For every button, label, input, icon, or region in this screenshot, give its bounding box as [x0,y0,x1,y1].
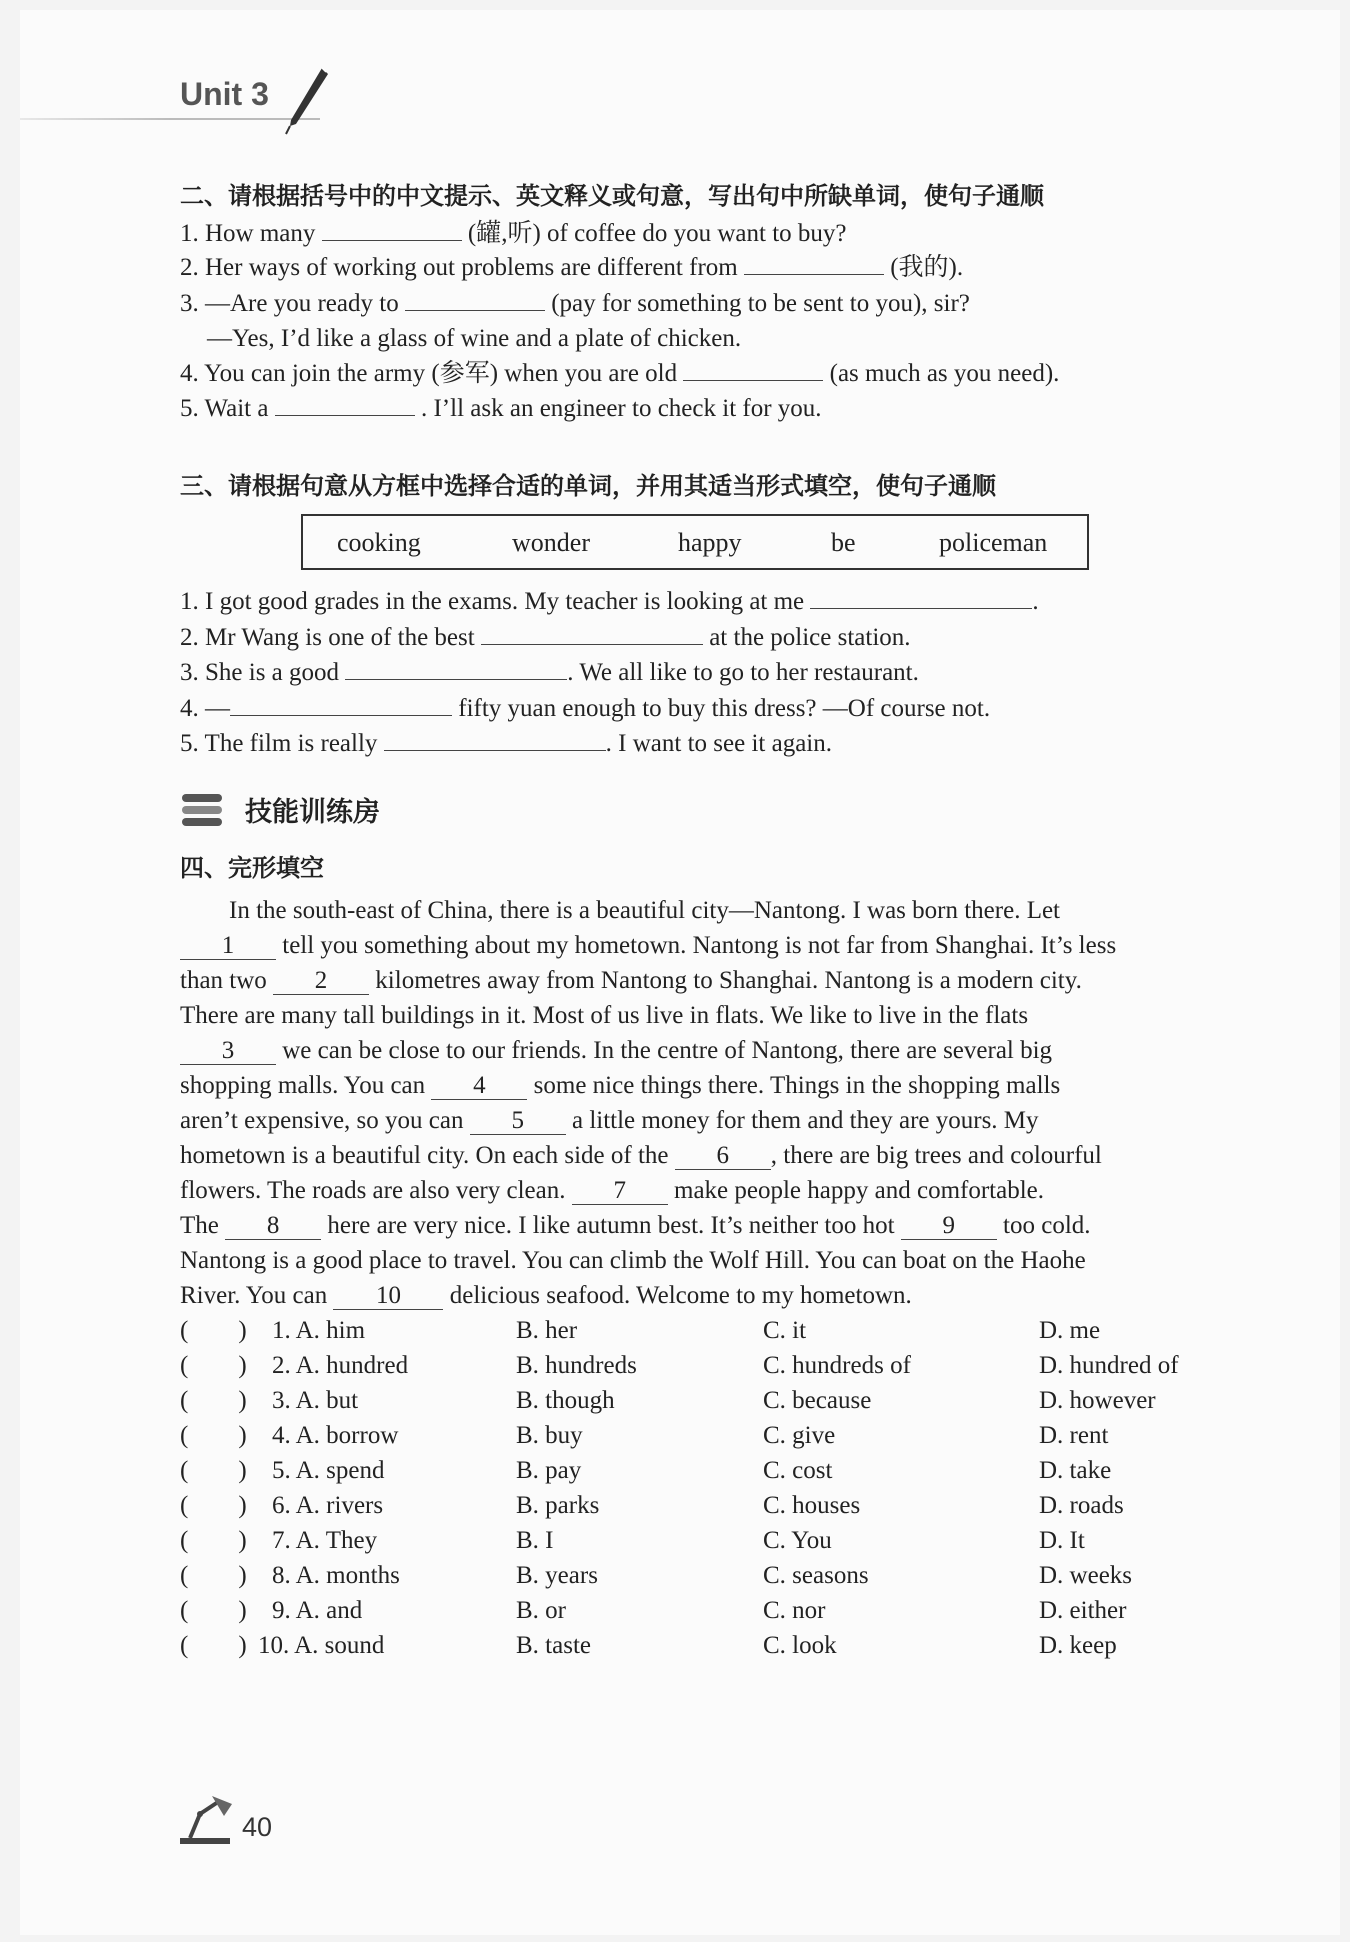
s3-line-2: 2. Mr Wang is one of the best at the police station. [180,624,911,651]
option-c[interactable]: C. because [763,1387,872,1414]
cloze-blank[interactable]: 7 [572,1178,668,1205]
option-d[interactable]: D. weeks [1039,1562,1133,1589]
passage-line: 1 tell you something about my hometown. Nantong is not far from Shanghai. It’s less [180,931,1116,961]
passage-line: than two 2 kilometres away from Nantong to Shanghai. Nantong is a modern city. [180,967,1082,994]
option-d[interactable]: D. keep [1039,1632,1117,1659]
option-d[interactable]: D. It [1039,1527,1085,1554]
option-a[interactable]: 7. A. They [272,1527,378,1554]
answer-parentheses[interactable]: ( ) [180,1492,247,1519]
option-c[interactable]: C. cost [763,1457,833,1484]
option-d[interactable]: D. roads [1039,1492,1124,1519]
answer-parentheses[interactable]: ( ) [180,1527,247,1554]
answer-parentheses[interactable]: ( ) [180,1632,247,1659]
answer-parentheses[interactable]: ( ) [180,1562,247,1589]
option-d[interactable]: D. take [1039,1457,1112,1484]
cloze-blank[interactable]: 10 [333,1283,443,1310]
option-b[interactable]: B. buy [516,1422,583,1449]
cloze-blank[interactable]: 9 [901,1213,997,1240]
cloze-blank[interactable]: 8 [225,1213,321,1240]
passage-line: In the south-east of China, there is a beautiful city—Nantong. I was born there. Let [229,897,1061,924]
s2-line-2: 2. Her ways of working out problems are different from (我的). [180,254,964,281]
option-d[interactable]: D. me [1039,1317,1101,1344]
skills-title: 技能训练房 [245,797,380,828]
word-bank-item: policeman [939,528,1048,557]
option-d[interactable]: D. hundred of [1039,1352,1179,1379]
passage-line: River. You can 10 delicious seafood. Welcome to my hometown. [180,1282,912,1309]
s3-line-4: 4. — fifty yuan enough to buy this dress? —Of course not. [180,695,991,722]
option-a[interactable]: 8. A. months [272,1562,400,1589]
word-bank-item: happy [678,528,742,557]
answer-blank[interactable] [405,288,545,311]
option-a[interactable]: 5. A. spend [272,1457,385,1484]
s2-line-3b: —Yes, I’d like a glass of wine and a plate of chicken. [207,325,742,352]
answer-blank[interactable] [810,586,1032,609]
option-a[interactable]: 9. A. and [272,1597,363,1624]
option-c[interactable]: C. give [763,1422,836,1449]
answer-blank[interactable] [744,252,884,275]
word-bank-item: cooking [337,528,421,557]
passage-line: There are many tall buildings in it. Most of us live in flats. We like to live in the flats [180,1002,1029,1029]
option-a[interactable]: 2. A. hundred [272,1352,409,1379]
option-c[interactable]: C. seasons [763,1562,869,1589]
option-c[interactable]: C. it [763,1317,807,1344]
option-c[interactable]: C. hundreds of [763,1352,911,1379]
answer-blank[interactable] [481,622,703,645]
cloze-blank[interactable]: 5 [470,1108,566,1135]
answer-blank[interactable] [345,657,567,680]
word-bank-item: be [831,528,856,557]
desk-lamp-icon [178,1794,238,1846]
option-b[interactable]: B. parks [516,1492,600,1519]
header-rule [20,118,320,120]
page-number: 40 [242,1812,273,1842]
option-b[interactable]: B. pay [516,1457,582,1484]
option-d[interactable]: D. either [1039,1597,1127,1624]
s3-line-5: 5. The film is really . I want to see it again. [180,730,832,757]
option-a[interactable]: 10. A. sound [258,1632,385,1659]
s2-line-1: 1. How many (罐,听) of coffee do you want to buy? [180,220,847,247]
passage-line: shopping malls. You can 4 some nice things there. Things in the shopping malls [180,1072,1061,1099]
answer-parentheses[interactable]: ( ) [180,1317,247,1344]
answer-parentheses[interactable]: ( ) [180,1387,247,1414]
answer-blank[interactable] [230,693,452,716]
option-b[interactable]: B. or [516,1597,566,1624]
option-a[interactable]: 1. A. him [272,1317,366,1344]
option-b[interactable]: B. though [516,1387,615,1414]
option-a[interactable]: 6. A. rivers [272,1492,384,1519]
passage-line: hometown is a beautiful city. On each side of the 6 , there are big trees and colourful [180,1142,1102,1169]
passage-line: Nantong is a good place to travel. You can climb the Wolf Hill. You can boat on the Haohe [180,1247,1086,1274]
answer-blank[interactable] [275,393,415,416]
s2-line-5: 5. Wait a . I’ll ask an engineer to check it for you. [180,395,822,422]
section3-title: 三、请根据句意从方框中选择合适的单词，并用其适当形式填空，使句子通顺 [180,472,996,500]
cloze-blank[interactable]: 4 [431,1073,527,1100]
option-b[interactable]: B. I [516,1527,554,1554]
answer-parentheses[interactable]: ( ) [180,1352,247,1379]
unit-title: Unit 3 [180,76,269,112]
option-c[interactable]: C. nor [763,1597,826,1624]
cloze-blank[interactable]: 6 [675,1143,771,1170]
option-d[interactable]: D. rent [1039,1422,1109,1449]
pen-icon [282,66,330,136]
answer-parentheses[interactable]: ( ) [180,1597,247,1624]
answer-parentheses[interactable]: ( ) [180,1422,247,1449]
answer-blank[interactable] [322,218,462,241]
cloze-blank[interactable]: 1 [180,933,276,960]
word-bank-item: wonder [512,528,590,557]
s2-line-4: 4. You can join the army (参军) when you are old (as much as you need). [180,360,1060,387]
answer-blank[interactable] [683,358,823,381]
passage-line: 3 we can be close to our friends. In the centre of Nantong, there are several big [180,1036,1052,1066]
s2-line-3: 3. —Are you ready to (pay for something to be sent to you), sir? [180,290,970,317]
s3-line-1: 1. I got good grades in the exams. My teacher is looking at me . [180,588,1039,615]
option-d[interactable]: D. however [1039,1387,1156,1414]
skills-badge-icon [180,790,226,830]
passage-line: aren’t expensive, so you can 5 a little money for them and they are yours. My [180,1107,1039,1134]
section2-title: 二、请根据括号中的中文提示、英文释义或句意，写出句中所缺单词，使句子通顺 [180,182,1044,210]
option-a[interactable]: 4. A. borrow [272,1422,399,1449]
word-bank-box [301,514,1089,570]
option-b[interactable]: B. her [516,1317,578,1344]
answer-parentheses[interactable]: ( ) [180,1457,247,1484]
option-c[interactable]: C. houses [763,1492,861,1519]
option-b[interactable]: B. taste [516,1632,591,1659]
cloze-blank[interactable]: 3 [180,1038,276,1065]
cloze-blank[interactable]: 2 [273,968,369,995]
option-b[interactable]: B. years [516,1562,598,1589]
section4-title: 四、完形填空 [180,854,324,882]
s3-line-3: 3. She is a good . We all like to go to her restaurant. [180,659,919,686]
option-b[interactable]: B. hundreds [516,1352,637,1379]
option-c[interactable]: C. You [763,1527,832,1554]
passage-line: The 8 here are very nice. I like autumn best. It’s neither too hot 9 too cold. [180,1212,1091,1239]
option-c[interactable]: C. look [763,1632,837,1659]
passage-line: flowers. The roads are also very clean. 7 make people happy and comfortable. [180,1177,1044,1204]
option-a[interactable]: 3. A. but [272,1387,359,1414]
answer-blank[interactable] [384,728,606,751]
